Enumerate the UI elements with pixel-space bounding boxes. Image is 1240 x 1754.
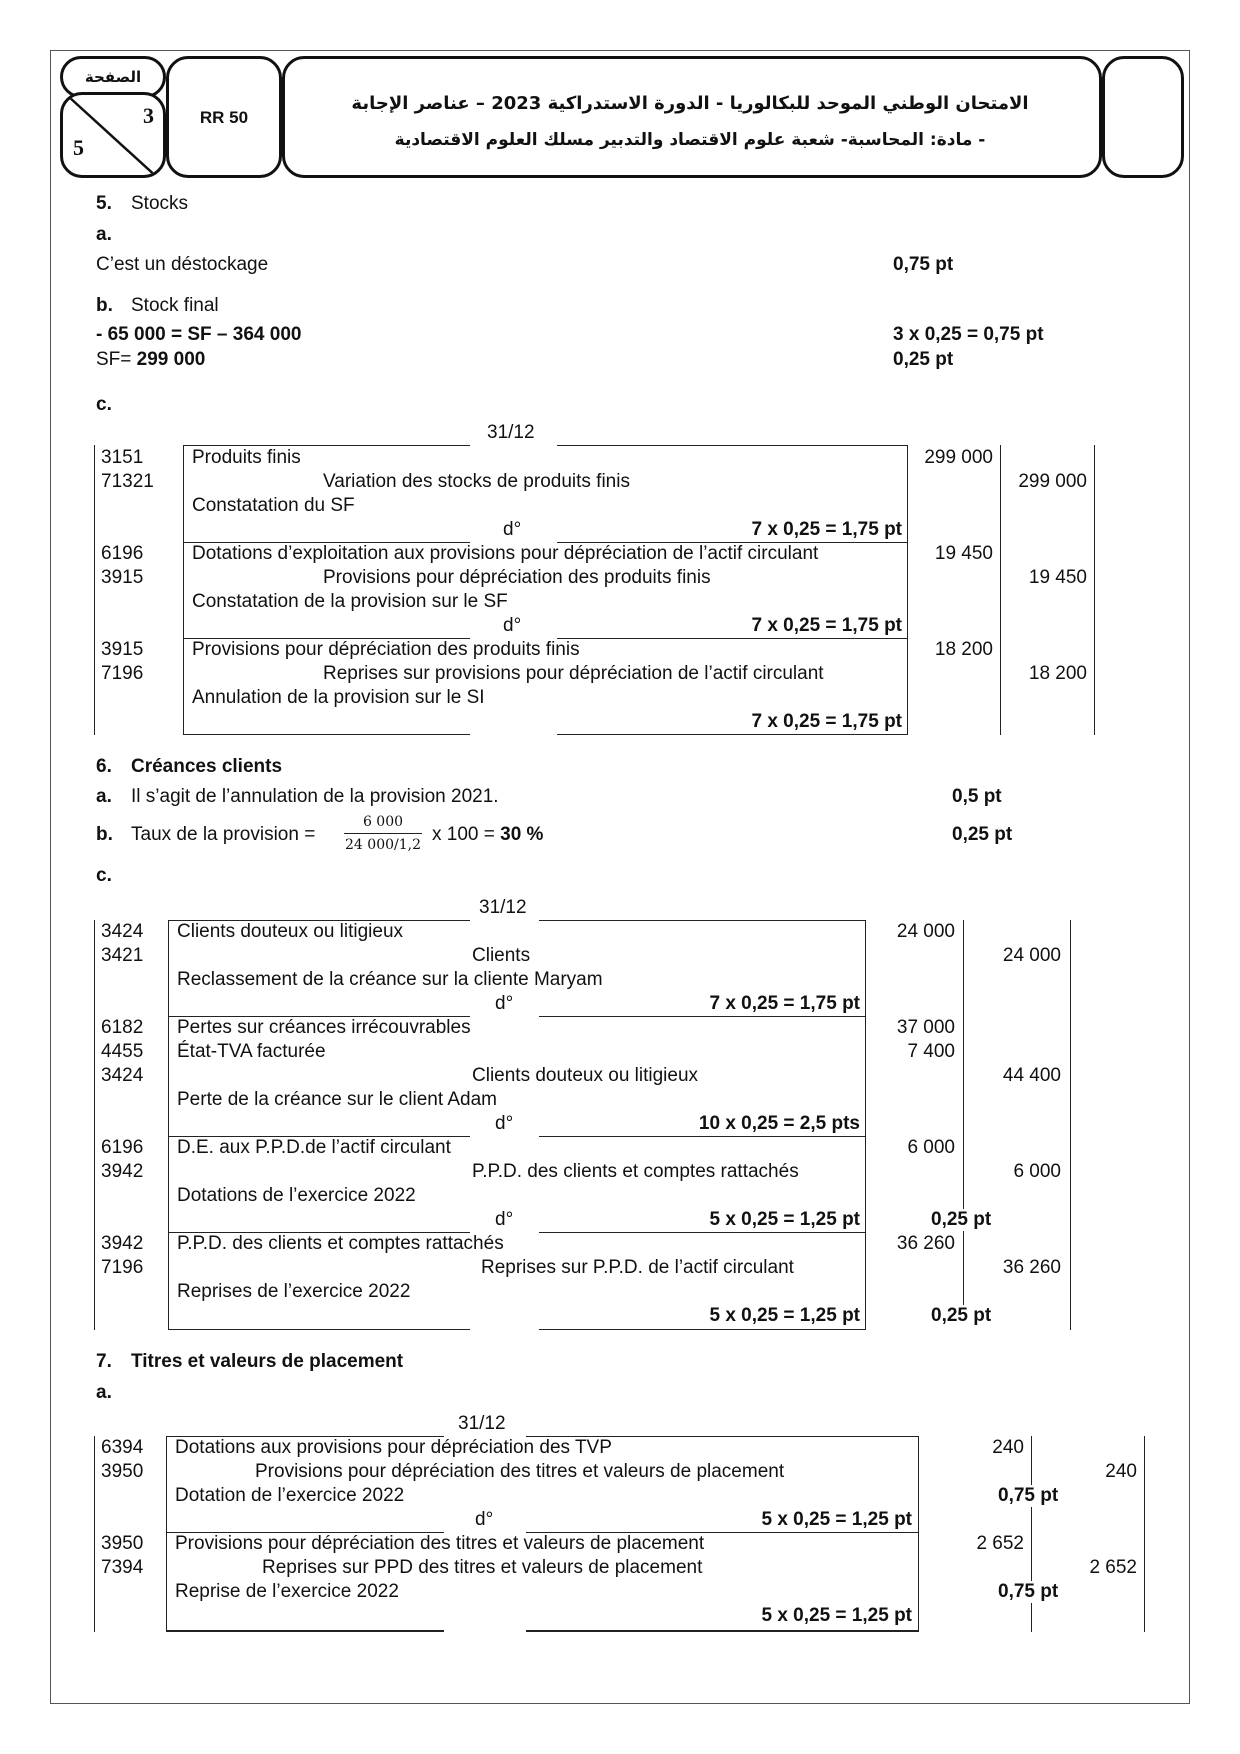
entry-memo: Dotation de l’exercice 2022 — [175, 1485, 405, 1506]
entry-separator — [539, 1016, 865, 1017]
exam-code: RR 50 — [199, 108, 249, 127]
section7-title: Titres et valeurs de placement — [131, 1351, 404, 1372]
page-label: الصفحة — [84, 68, 142, 86]
journal-date: 31/12 — [458, 1413, 506, 1434]
section6-a-text: Il s’agit de l’annulation de la provision 2021. — [131, 786, 499, 807]
entry-separator — [168, 1329, 470, 1330]
left-margin-line — [94, 920, 95, 1330]
section5-a-text: C’est un déstockage — [96, 254, 269, 275]
credit-amount: 240 — [1105, 1461, 1137, 1482]
box-left-line — [168, 920, 169, 1330]
credit-account-label: Provisions pour dépréciation des titres et valeurs de placement — [255, 1461, 785, 1482]
account-code: 7196 — [101, 1257, 144, 1278]
debit-amount: 6 000 — [907, 1137, 955, 1158]
exam-title-line1: الامتحان الوطني الموحد للبكالوريا - الدورة الاستدراكية 2023 – عناصر الإجابة — [351, 93, 1029, 114]
entry-separator — [183, 734, 470, 735]
account-code: 3950 — [101, 1533, 144, 1554]
credit-amount: 44 400 — [1002, 1065, 1061, 1086]
debit-account-label: Dotations d’exploitation aux provisions pour dépréciation de l’actif circulant — [192, 543, 819, 564]
entry-memo: Annulation de la provision sur le SI — [192, 687, 485, 708]
section5-a-label: a. — [96, 224, 112, 245]
debit-credit-divider — [963, 920, 964, 1320]
entry-points: 10 x 0,25 = 2,5 pts — [698, 1113, 860, 1134]
fraction-denominator: 24 000/1,2 — [345, 837, 421, 853]
account-code: 3424 — [101, 921, 144, 942]
credit-account-label: Reprises sur P.P.D. de l’actif circulant — [481, 1257, 794, 1278]
debit-account-label: Produits finis — [192, 447, 301, 468]
debit-amount: 24 000 — [896, 921, 955, 942]
section6-a-points: 0,5 pt — [952, 786, 1002, 807]
left-margin-line — [94, 445, 95, 735]
credit-amount: 299 000 — [1018, 471, 1087, 492]
section6-number: 6. — [96, 756, 112, 777]
credit-account-label: Provisions pour dépréciation des produits finis — [323, 567, 711, 588]
credit-amount: 24 000 — [1002, 945, 1061, 966]
exam-title-line2: - مادة: المحاسبة- شعبة علوم الاقتصاد والتدبير مسلك العلوم الاقتصادية — [394, 130, 986, 150]
credit-right-line — [1094, 445, 1095, 735]
sf-prefix: SF= — [96, 349, 132, 370]
account-code: 6196 — [101, 543, 144, 564]
entry-separator — [539, 1329, 865, 1330]
account-code: 71321 — [101, 471, 154, 492]
credit-amount: 6 000 — [1013, 1161, 1061, 1182]
debit-amount: 18 200 — [934, 639, 993, 660]
section7-a-label: a. — [96, 1382, 112, 1403]
credit-right-line — [1144, 1436, 1145, 1632]
entry-memo: Constatation du SF — [192, 495, 355, 516]
account-code: 4455 — [101, 1041, 144, 1062]
account-code: 7196 — [101, 663, 144, 684]
journal-date: 31/12 — [487, 422, 535, 443]
section5-b-label: b. — [96, 295, 113, 316]
box-left-line — [166, 1436, 167, 1632]
debit-account-label: D.E. aux P.P.D.de l’actif circulant — [177, 1137, 451, 1158]
ditto-mark: d° — [495, 993, 514, 1014]
box-right-line — [907, 445, 908, 735]
page-total: 5 — [73, 135, 84, 160]
account-code: 3421 — [101, 945, 144, 966]
debit-amount: 7 400 — [907, 1041, 955, 1062]
account-code: 3950 — [101, 1461, 144, 1482]
extra-points: 0,25 pt — [931, 1209, 992, 1230]
credit-account-label: P.P.D. des clients et comptes rattachés — [472, 1161, 799, 1182]
account-code: 3151 — [101, 447, 144, 468]
credit-amount: 18 200 — [1028, 663, 1087, 684]
entry-memo: Constatation de la provision sur le SF — [192, 591, 508, 612]
credit-amount: 36 260 — [1002, 1257, 1061, 1278]
debit-account-label: P.P.D. des clients et comptes rattachés — [177, 1233, 504, 1254]
extra-points: 0,75 pt — [998, 1485, 1059, 1506]
section6-b-label: b. — [96, 824, 113, 845]
debit-account-label: Provisions pour dépréciation des produits finis — [192, 639, 580, 660]
section5-number: 5. — [96, 193, 112, 214]
account-code: 6394 — [101, 1437, 144, 1458]
entry-separator — [557, 638, 908, 639]
section5-title: Stocks — [131, 193, 189, 214]
entry-memo: Dotations de l’exercice 2022 — [177, 1185, 416, 1206]
rate-result: 30 % — [500, 824, 544, 845]
section5-b-sf-points: 0,25 pt — [893, 349, 954, 370]
account-code: 3942 — [101, 1161, 144, 1182]
left-margin-line — [94, 1436, 95, 1632]
debit-account-label: Pertes sur créances irrécouvrables — [177, 1017, 471, 1038]
entry-memo: Reprises de l’exercice 2022 — [177, 1281, 411, 1302]
ditto-mark: d° — [475, 1509, 494, 1530]
section5-a-points: 0,75 pt — [893, 254, 954, 275]
account-code: 3424 — [101, 1065, 144, 1086]
entry-points: 7 x 0,25 = 1,75 pt — [709, 993, 860, 1014]
credit-account-label: Reprises sur provisions pour dépréciation de l’actif circulant — [323, 663, 824, 684]
credit-amount: 2 652 — [1089, 1557, 1137, 1578]
section6-b-points: 0,25 pt — [952, 824, 1013, 845]
section5-c-label: c. — [96, 394, 112, 415]
entry-memo: Reprise de l’exercice 2022 — [175, 1581, 399, 1602]
date-rule-right — [539, 920, 865, 921]
exam-title-box — [282, 56, 1102, 178]
credit-amount: 19 450 — [1028, 567, 1087, 588]
header-blank-box — [1102, 56, 1184, 178]
extra-points: 0,75 pt — [998, 1581, 1059, 1602]
entry-points: 5 x 0,25 = 1,25 pt — [709, 1305, 860, 1326]
credit-account-label: Variation des stocks de produits finis — [323, 471, 630, 492]
section5-b-equation-points: 3 x 0,25 = 0,75 pt — [893, 324, 1044, 345]
entry-points: 7 x 0,25 = 1,75 pt — [751, 519, 902, 540]
entry-points: 7 x 0,25 = 1,75 pt — [751, 615, 902, 636]
entry-points: 5 x 0,25 = 1,25 pt — [709, 1209, 860, 1230]
account-code: 3942 — [101, 1233, 144, 1254]
debit-account-label: Provisions pour dépréciation des titres et valeurs de placement — [175, 1533, 705, 1554]
credit-account-label: Clients douteux ou litigieux — [472, 1065, 699, 1086]
entry-points: 7 x 0,25 = 1,75 pt — [751, 711, 902, 732]
entry-separator — [526, 1630, 919, 1632]
page-current: 3 — [143, 103, 154, 128]
extra-points: 0,25 pt — [931, 1305, 992, 1326]
box-right-line — [918, 1436, 919, 1632]
entry-points: 5 x 0,25 = 1,25 pt — [761, 1509, 912, 1530]
account-code: 3915 — [101, 639, 144, 660]
date-rule-right — [557, 445, 908, 446]
debit-account-label: Clients douteux ou litigieux — [177, 921, 404, 942]
entry-memo: Perte de la créance sur le client Adam — [177, 1089, 498, 1110]
date-rule-left — [183, 445, 470, 446]
debit-account-label: État-TVA facturée — [177, 1041, 326, 1062]
entry-separator — [166, 1630, 444, 1632]
debit-account-label: Dotations aux provisions pour dépréciation des TVP — [175, 1437, 612, 1458]
section5-b-equation: - 65 000 = SF – 364 000 — [96, 324, 302, 345]
ditto-mark: d° — [495, 1209, 514, 1230]
journal-date: 31/12 — [479, 897, 527, 918]
fraction-bar — [344, 833, 422, 834]
ditto-mark: d° — [495, 1113, 514, 1134]
debit-amount: 240 — [992, 1437, 1024, 1458]
section5-b-title: Stock final — [131, 295, 219, 316]
account-code: 6196 — [101, 1137, 144, 1158]
section7-number: 7. — [96, 1351, 112, 1372]
entry-separator — [539, 1232, 865, 1233]
debit-amount: 299 000 — [924, 447, 993, 468]
account-code: 6182 — [101, 1017, 144, 1038]
debit-amount: 37 000 — [896, 1017, 955, 1038]
section6-c-label: c. — [96, 865, 112, 886]
page-number-box — [60, 92, 166, 178]
entry-memo: Reclassement de la créance sur la cliente Maryam — [177, 969, 603, 990]
times-100: x 100 = — [432, 824, 495, 845]
entry-separator — [557, 734, 908, 735]
ditto-mark: d° — [503, 615, 522, 636]
box-right-line — [865, 920, 866, 1330]
credit-right-line — [1070, 920, 1071, 1330]
debit-amount: 36 260 — [896, 1233, 955, 1254]
ditto-mark: d° — [503, 519, 522, 540]
section6-b-result-line — [432, 824, 543, 846]
entry-points: 5 x 0,25 = 1,25 pt — [761, 1605, 912, 1626]
box-left-line — [183, 445, 184, 735]
section6-a-label: a. — [96, 786, 112, 807]
section5-b-sf — [96, 349, 205, 371]
credit-account-label: Clients — [472, 945, 531, 966]
fraction-numerator: 6 000 — [362, 814, 404, 830]
section6-title: Créances clients — [131, 756, 283, 777]
debit-amount: 2 652 — [976, 1533, 1024, 1554]
debit-amount: 19 450 — [934, 543, 993, 564]
entry-separator — [539, 1136, 865, 1137]
credit-account-label: Reprises sur PPD des titres et valeurs de placement — [262, 1557, 703, 1578]
exam-code-box — [166, 56, 282, 178]
sf-value: 299 000 — [136, 349, 206, 370]
section6-b-text: Taux de la provision = — [131, 824, 316, 845]
account-code: 7394 — [101, 1557, 144, 1578]
account-code: 3915 — [101, 567, 144, 588]
